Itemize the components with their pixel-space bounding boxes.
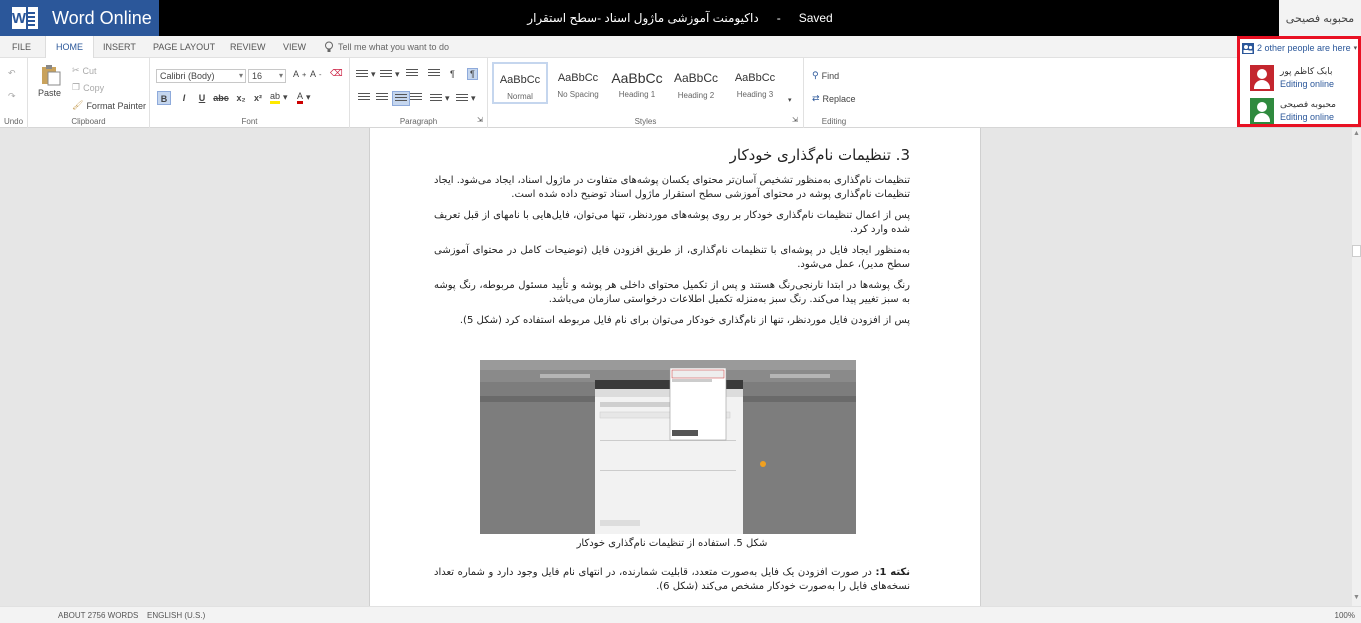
styles-group — [488, 58, 804, 128]
line-spacing-icon[interactable]: ▾ — [430, 93, 450, 104]
cut-label: Cut — [82, 65, 97, 76]
bold-button[interactable]: B — [157, 91, 171, 105]
paste-label: Paste — [38, 88, 62, 98]
scroll-up-icon[interactable]: ▲ — [1353, 130, 1360, 137]
style-normal[interactable] — [492, 62, 548, 104]
redo-icon[interactable]: ↷ — [8, 91, 16, 101]
align-left-icon[interactable] — [358, 93, 370, 102]
style-preview: AaBbCc — [557, 72, 599, 84]
replace-label: Replace — [822, 93, 856, 104]
align-center-icon[interactable] — [376, 93, 388, 102]
style-heading-3[interactable] — [727, 62, 783, 104]
ltr-icon[interactable]: ¶ — [450, 69, 455, 79]
style-preview: AaBbCc — [734, 72, 776, 84]
undo-group-label: Undo — [3, 117, 24, 126]
co-author-name: بابک کاظم پور — [1280, 66, 1333, 76]
paragraph-group — [350, 58, 488, 128]
styles-group-label: Styles — [634, 117, 657, 126]
copy-label: Copy — [83, 82, 105, 93]
figure-screenshot[interactable] — [480, 360, 856, 534]
font-family-select[interactable]: Calibri (Body) ▾ — [156, 69, 246, 83]
tab-home[interactable]: HOME — [45, 36, 94, 59]
format-painter-label: Format Painter — [86, 100, 146, 111]
figure-caption: شکل 5. استفاده از تنظیمات نام‌گذاری خودکار — [576, 538, 768, 549]
decrease-indent-icon[interactable] — [406, 69, 418, 78]
cut-button[interactable] — [72, 65, 97, 76]
section-heading: 3. تنظیمات نام‌گذاری خودکار — [729, 146, 910, 164]
clear-formatting-icon[interactable]: ⌫ — [330, 68, 343, 78]
zoom-level[interactable]: 100% — [1334, 611, 1355, 620]
copy-button[interactable] — [72, 82, 104, 93]
paragraph-group-label: Paragraph — [399, 117, 438, 126]
styles-more-icon[interactable]: ▾ — [788, 97, 792, 104]
other-people-button[interactable] — [1242, 40, 1357, 56]
bullets-icon[interactable]: ▾ — [356, 69, 376, 80]
style-name: Normal — [507, 92, 533, 101]
rtl-icon[interactable]: ¶ — [467, 68, 478, 80]
paragraph: پس از اعمال تنظیمات نام‌گذاری خودکار بر روی پوشه‌های موردنظر، تنها می‌توان، فایل‌هایی با نامهای از قبل تعریف شده وارد کرد. — [434, 210, 910, 235]
document-page[interactable] — [369, 128, 981, 606]
subscript-button[interactable]: x₂ — [236, 93, 246, 103]
grow-font-icon[interactable]: A + — [293, 69, 307, 79]
find-button[interactable] — [812, 70, 839, 81]
copy-icon: ❐ — [72, 82, 81, 92]
avatar — [1250, 65, 1274, 91]
increase-indent-icon[interactable] — [428, 69, 440, 78]
undo-group — [0, 58, 28, 128]
tell-me-box[interactable] — [324, 36, 449, 58]
numbering-icon[interactable]: ▾ — [380, 69, 400, 80]
align-right-icon[interactable] — [392, 91, 410, 106]
paragraph: پس از افزودن فایل موردنظر، تنها از نام‌گذاری خودکار می‌توان برای نام فایل مربوطه استفاده کرد (شکل 5). — [459, 315, 910, 326]
title-separator: - — [776, 11, 781, 25]
paragraph-launcher-icon[interactable]: ⇲ — [477, 117, 483, 124]
co-author-status: Editing online — [1280, 112, 1335, 122]
paste-button[interactable] — [38, 64, 61, 98]
scroll-down-icon[interactable]: ▼ — [1353, 594, 1360, 601]
style-preview: AaBbCc — [499, 74, 541, 86]
paragraph: رنگ پوشه‌ها در ابتدا نارنجی‌رنگ هستند و پس از تکمیل محتوای داخلی هر پوشه و تأیید مسئول مربوطه، رنگ پوشه به سبز تغییر پیدا می‌کند. رنگ سبز به‌منزله تکمیل اطلاعات درخواستی سازمان می‌باشد. — [434, 280, 910, 305]
highlight-icon[interactable]: ab ▾ — [270, 91, 288, 102]
replace-icon: ⇄ — [812, 93, 820, 103]
user-name: محبوبه فصیحی — [1285, 12, 1355, 25]
style-name: No Spacing — [557, 90, 599, 99]
strikethrough-button[interactable]: abc — [213, 93, 229, 103]
style-heading-1[interactable] — [609, 62, 665, 104]
replace-button[interactable] — [812, 93, 856, 104]
paragraph-spacing-icon[interactable]: ▾ — [456, 93, 476, 104]
styles-launcher-icon[interactable]: ⇲ — [792, 117, 798, 124]
save-status: Saved — [798, 11, 833, 25]
chevron-down-icon: ▾ — [1353, 45, 1358, 52]
ribbon — [0, 58, 1361, 128]
superscript-button[interactable]: x² — [253, 93, 262, 103]
co-author-item[interactable] — [1250, 98, 1360, 124]
note-paragraph — [434, 566, 910, 593]
title-bar — [0, 0, 1361, 36]
embedded-screenshot-image — [480, 360, 856, 534]
people-icon — [1242, 43, 1254, 54]
co-author-name: محبوبه فصیحی — [1280, 99, 1336, 109]
font-group — [150, 58, 350, 128]
underline-button[interactable]: U — [198, 93, 206, 103]
avatar — [1250, 98, 1274, 124]
clipboard-group-label: Clipboard — [71, 117, 106, 126]
tab-view[interactable]: VIEW — [283, 42, 307, 52]
italic-button[interactable]: I — [182, 93, 186, 103]
style-name: Heading 2 — [677, 91, 715, 100]
font-color-icon[interactable]: A ▾ — [297, 91, 311, 102]
format-painter-button[interactable] — [72, 100, 146, 111]
clipboard-icon — [39, 64, 61, 86]
app-name: Word Online — [52, 7, 152, 28]
co-author-item[interactable] — [1250, 65, 1360, 91]
word-count[interactable]: ABOUT 2756 WORDS — [58, 611, 139, 620]
lightbulb-icon — [324, 41, 334, 53]
style-preview: AaBbCc — [611, 70, 663, 86]
user-account[interactable] — [1279, 0, 1361, 36]
document-title-area — [440, 0, 920, 36]
justify-icon[interactable] — [410, 93, 422, 102]
paintbrush-icon: 🖌 — [72, 100, 84, 110]
vertical-scrollbar[interactable] — [1352, 128, 1361, 606]
scissors-icon: ✂ — [72, 65, 80, 75]
find-label: Find — [821, 70, 840, 81]
clipboard-group — [28, 58, 150, 128]
shrink-font-icon[interactable]: A - — [310, 69, 322, 79]
font-size-select[interactable]: 16 ▾ — [248, 69, 286, 83]
status-bar — [0, 606, 1361, 623]
tab-insert[interactable]: INSERT — [103, 42, 136, 52]
font-group-label: Font — [241, 117, 258, 126]
document-title[interactable]: داکیومنت آموزشی ماژول اسناد -سطح استقرار — [527, 11, 759, 25]
style-name: Heading 1 — [618, 90, 656, 99]
tab-page-layout[interactable]: PAGE LAYOUT — [153, 42, 216, 52]
tab-file[interactable]: FILE — [12, 42, 32, 52]
app-brand[interactable] — [0, 0, 159, 36]
editing-group — [804, 58, 864, 128]
language-indicator[interactable]: ENGLISH (U.S.) — [147, 611, 206, 620]
undo-icon[interactable]: ↶ — [8, 68, 16, 78]
magnifier-icon: ⚲ — [812, 70, 819, 80]
style-heading-2[interactable] — [668, 62, 724, 104]
paragraph: به‌منظور ایجاد فایل در پوشه‌ای با تنظیمات نام‌گذاری، از طریق افزودن فایل (توضیحات کامل در محتوای آموزشی سطح مدیر)، عمل می‌شود. — [434, 245, 910, 270]
ribbon-tabs — [0, 36, 1361, 58]
note-text: در صورت افزودن یک فایل به‌صورت متعدد، قابلیت شمارنده، در انتهای نام فایل وجود دارد و شماره تعداد نسخه‌های فایل را به‌صورت خودکار مشخص می‌کند (شکل 6). — [434, 567, 910, 592]
paragraph: تنظیمات نام‌گذاری به‌منظور تشخیص آسان‌تر محتوای یکسان پوشه‌های متفاوت در ماژول اسناد، ایجاد می‌شود. ایجاد تنظیمات نام‌گذاری پوشه در محتوای آموزشی سطح استقرار ماژول اسناد توضیح داده شده است. — [434, 175, 910, 200]
co-author-status: Editing online — [1280, 79, 1335, 89]
word-logo-icon: W — [10, 5, 38, 31]
scroll-thumb[interactable] — [1352, 245, 1361, 257]
tab-review[interactable]: REVIEW — [230, 42, 266, 52]
note-label: نکته 1: — [875, 567, 910, 578]
document-canvas[interactable] — [0, 128, 1352, 606]
other-people-label: 2 other people are here — [1257, 43, 1351, 53]
style-preview: AaBbCc — [673, 71, 719, 85]
document-body[interactable] — [434, 146, 910, 336]
tell-me-text: Tell me what you want to do — [338, 42, 450, 52]
editing-group-label: Editing — [821, 117, 847, 126]
style-no-spacing[interactable] — [550, 62, 606, 104]
style-name: Heading 3 — [736, 90, 774, 99]
